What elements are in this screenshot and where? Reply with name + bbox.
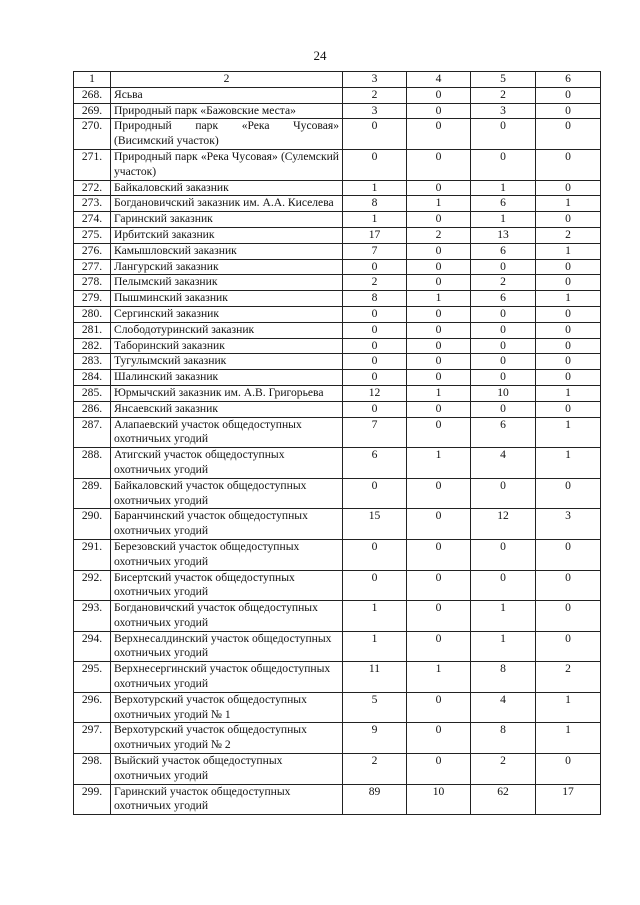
row-name: Сергинский заказник [111,306,343,322]
row-value-col6: 0 [536,322,601,338]
row-value-col5: 0 [471,478,536,509]
row-value-col4: 0 [407,370,471,386]
row-value-col4: 0 [407,87,471,103]
row-value-col3: 1 [343,212,407,228]
row-number: 290. [74,509,111,540]
row-number: 269. [74,103,111,119]
row-value-col3: 0 [343,354,407,370]
row-name: Шалинский заказник [111,370,343,386]
header-cell: 3 [343,72,407,88]
row-value-col6: 0 [536,259,601,275]
row-number: 292. [74,570,111,601]
row-value-col6: 0 [536,539,601,570]
table-row [74,196,601,212]
row-value-col5: 62 [471,784,536,815]
row-value-col6: 0 [536,306,601,322]
row-name: Слободотуринский заказник [111,322,343,338]
row-number: 288. [74,448,111,479]
row-value-col6: 0 [536,478,601,509]
row-value-col5: 6 [471,196,536,212]
species-table [73,71,601,815]
table-row [74,227,601,243]
row-name: Природный парк «Бажовские места» [111,103,343,119]
table-row [74,103,601,119]
row-name: Верхотурский участок общедоступных охотничьих угодий № 1 [111,692,343,723]
table-row [74,401,601,417]
row-name: Ирбитский заказник [111,227,343,243]
row-value-col4: 0 [407,243,471,259]
row-value-col4: 0 [407,631,471,662]
row-value-col4: 0 [407,103,471,119]
row-value-col5: 6 [471,291,536,307]
row-number: 280. [74,306,111,322]
row-value-col3: 89 [343,784,407,815]
row-number: 278. [74,275,111,291]
row-number: 298. [74,754,111,785]
table-row [74,180,601,196]
row-value-col3: 0 [343,539,407,570]
row-name: Природный парк «Река Чусовая» (Сулемский участок) [111,149,343,180]
row-value-col4: 0 [407,509,471,540]
row-number: 291. [74,539,111,570]
row-value-col6: 0 [536,149,601,180]
row-name: Природный парк «Река Чусовая» (Висимский участок) [111,119,343,150]
row-value-col3: 7 [343,417,407,448]
row-value-col4: 0 [407,338,471,354]
header-cell: 2 [111,72,343,88]
row-name: Янсаевский заказник [111,401,343,417]
table-row [74,754,601,785]
row-value-col4: 1 [407,196,471,212]
row-value-col4: 1 [407,448,471,479]
row-number: 276. [74,243,111,259]
row-value-col3: 1 [343,631,407,662]
table-row [74,306,601,322]
row-value-col6: 0 [536,354,601,370]
header-cell: 1 [74,72,111,88]
row-number: 284. [74,370,111,386]
row-value-col5: 0 [471,259,536,275]
row-name: Богдановичский заказник им. А.А. Киселева [111,196,343,212]
row-value-col5: 2 [471,754,536,785]
row-value-col4: 0 [407,275,471,291]
row-value-col5: 0 [471,539,536,570]
row-value-col6: 1 [536,196,601,212]
row-number: 283. [74,354,111,370]
row-number: 297. [74,723,111,754]
row-value-col5: 0 [471,354,536,370]
row-value-col6: 1 [536,291,601,307]
row-value-col4: 10 [407,784,471,815]
row-value-col6: 0 [536,631,601,662]
row-name: Байкаловский участок общедоступных охотничьих угодий [111,478,343,509]
row-value-col3: 2 [343,87,407,103]
row-value-col6: 0 [536,180,601,196]
row-value-col4: 0 [407,601,471,632]
row-value-col3: 0 [343,322,407,338]
row-name: Атигский участок общедоступных охотничьих угодий [111,448,343,479]
table-row [74,509,601,540]
row-number: 294. [74,631,111,662]
table-row [74,692,601,723]
row-name: Верхнесергинский участок общедоступных охотничьих угодий [111,662,343,693]
row-value-col6: 3 [536,509,601,540]
row-value-col5: 12 [471,509,536,540]
row-value-col5: 8 [471,662,536,693]
row-value-col6: 1 [536,448,601,479]
table-row [74,149,601,180]
row-value-col3: 2 [343,754,407,785]
row-name: Ясьва [111,87,343,103]
row-value-col5: 4 [471,448,536,479]
row-number: 282. [74,338,111,354]
table-row [74,478,601,509]
row-number: 272. [74,180,111,196]
row-value-col3: 0 [343,478,407,509]
row-number: 275. [74,227,111,243]
row-name: Баранчинский участок общедоступных охотничьих угодий [111,509,343,540]
table-row [74,417,601,448]
row-value-col5: 10 [471,385,536,401]
table-body [74,72,601,815]
row-value-col5: 8 [471,723,536,754]
table-row [74,354,601,370]
row-value-col3: 17 [343,227,407,243]
row-number: 279. [74,291,111,307]
row-number: 287. [74,417,111,448]
row-value-col6: 0 [536,570,601,601]
row-value-col3: 1 [343,180,407,196]
row-value-col4: 0 [407,478,471,509]
table-row [74,385,601,401]
row-name: Алапаевский участок общедоступных охотничьих угодий [111,417,343,448]
row-name: Гаринский участок общедоступных охотничьих угодий [111,784,343,815]
row-value-col3: 12 [343,385,407,401]
row-value-col5: 6 [471,243,536,259]
row-value-col5: 1 [471,212,536,228]
row-value-col6: 0 [536,601,601,632]
table-row [74,784,601,815]
row-value-col5: 0 [471,119,536,150]
row-value-col4: 0 [407,322,471,338]
row-number: 293. [74,601,111,632]
row-number: 268. [74,87,111,103]
row-value-col3: 7 [343,243,407,259]
row-number: 273. [74,196,111,212]
row-value-col6: 1 [536,417,601,448]
row-value-col5: 6 [471,417,536,448]
row-value-col4: 0 [407,149,471,180]
row-number: 285. [74,385,111,401]
row-value-col6: 0 [536,754,601,785]
row-value-col4: 1 [407,291,471,307]
row-value-col4: 0 [407,754,471,785]
table-row [74,370,601,386]
row-value-col4: 0 [407,259,471,275]
row-number: 281. [74,322,111,338]
row-number: 271. [74,149,111,180]
row-value-col3: 0 [343,338,407,354]
row-value-col4: 1 [407,385,471,401]
row-value-col5: 0 [471,149,536,180]
row-value-col3: 0 [343,149,407,180]
table-row [74,291,601,307]
row-name: Тугулымский заказник [111,354,343,370]
row-value-col3: 0 [343,401,407,417]
row-value-col6: 0 [536,87,601,103]
row-name: Лангурский заказник [111,259,343,275]
table-row [74,723,601,754]
row-number: 286. [74,401,111,417]
row-value-col5: 0 [471,322,536,338]
row-number: 295. [74,662,111,693]
page-number: 24 [313,48,327,63]
header-cell: 4 [407,72,471,88]
table-row [74,259,601,275]
row-value-col4: 0 [407,354,471,370]
row-value-col6: 0 [536,212,601,228]
row-value-col4: 1 [407,662,471,693]
table-row [74,631,601,662]
header-cell: 6 [536,72,601,88]
row-value-col5: 0 [471,570,536,601]
row-number: 296. [74,692,111,723]
row-value-col5: 0 [471,401,536,417]
row-value-col3: 0 [343,570,407,601]
table-row [74,119,601,150]
row-value-col4: 0 [407,212,471,228]
row-value-col4: 0 [407,570,471,601]
row-value-col4: 0 [407,180,471,196]
row-value-col3: 2 [343,275,407,291]
row-value-col6: 1 [536,385,601,401]
row-value-col5: 2 [471,87,536,103]
row-value-col3: 0 [343,370,407,386]
row-value-col6: 0 [536,338,601,354]
row-name: Выйский участок общедоступных охотничьих угодий [111,754,343,785]
row-value-col4: 0 [407,417,471,448]
row-name: Пелымский заказник [111,275,343,291]
row-value-col3: 15 [343,509,407,540]
row-value-col3: 11 [343,662,407,693]
row-value-col3: 0 [343,259,407,275]
row-name: Верхнесалдинский участок общедоступных охотничьих угодий [111,631,343,662]
row-value-col5: 0 [471,306,536,322]
row-value-col4: 0 [407,692,471,723]
row-name: Пышминский заказник [111,291,343,307]
row-value-col6: 2 [536,227,601,243]
row-value-col5: 3 [471,103,536,119]
row-value-col6: 0 [536,370,601,386]
row-value-col6: 2 [536,662,601,693]
row-name: Камышловский заказник [111,243,343,259]
row-value-col4: 0 [407,723,471,754]
row-name: Таборинский заказник [111,338,343,354]
row-value-col4: 2 [407,227,471,243]
row-value-col3: 9 [343,723,407,754]
row-value-col5: 1 [471,601,536,632]
row-value-col4: 0 [407,306,471,322]
row-value-col6: 17 [536,784,601,815]
table-header-row [74,72,601,88]
row-name: Верхотурский участок общедоступных охотничьих угодий № 2 [111,723,343,754]
row-value-col6: 1 [536,692,601,723]
row-name: Бисертский участок общедоступных охотничьих угодий [111,570,343,601]
table-row [74,601,601,632]
row-value-col5: 4 [471,692,536,723]
row-value-col3: 0 [343,306,407,322]
row-value-col3: 8 [343,291,407,307]
row-value-col3: 0 [343,119,407,150]
row-value-col5: 13 [471,227,536,243]
row-value-col3: 5 [343,692,407,723]
row-value-col4: 0 [407,539,471,570]
row-value-col3: 6 [343,448,407,479]
header-cell: 5 [471,72,536,88]
row-value-col6: 1 [536,723,601,754]
row-value-col6: 0 [536,401,601,417]
row-number: 299. [74,784,111,815]
table-row [74,322,601,338]
row-value-col5: 0 [471,370,536,386]
row-name: Гаринский заказник [111,212,343,228]
row-value-col5: 1 [471,631,536,662]
row-value-col5: 1 [471,180,536,196]
table-row [74,448,601,479]
row-number: 274. [74,212,111,228]
row-name: Березовский участок общедоступных охотничьих угодий [111,539,343,570]
row-value-col6: 0 [536,119,601,150]
row-value-col3: 1 [343,601,407,632]
row-value-col3: 3 [343,103,407,119]
table-row [74,570,601,601]
table-row [74,275,601,291]
row-name: Богдановичский участок общедоступных охотничьих угодий [111,601,343,632]
row-name: Байкаловский заказник [111,180,343,196]
row-value-col4: 0 [407,401,471,417]
row-value-col6: 0 [536,275,601,291]
row-number: 270. [74,119,111,150]
row-value-col4: 0 [407,119,471,150]
table-row [74,243,601,259]
row-value-col5: 2 [471,275,536,291]
row-value-col3: 8 [343,196,407,212]
row-value-col5: 0 [471,338,536,354]
row-number: 277. [74,259,111,275]
row-name: Юрмычский заказник им. А.В. Григорьева [111,385,343,401]
table-row [74,662,601,693]
table-row [74,212,601,228]
table-row [74,87,601,103]
table-row [74,338,601,354]
row-value-col6: 1 [536,243,601,259]
row-value-col6: 0 [536,103,601,119]
row-number: 289. [74,478,111,509]
table-row [74,539,601,570]
